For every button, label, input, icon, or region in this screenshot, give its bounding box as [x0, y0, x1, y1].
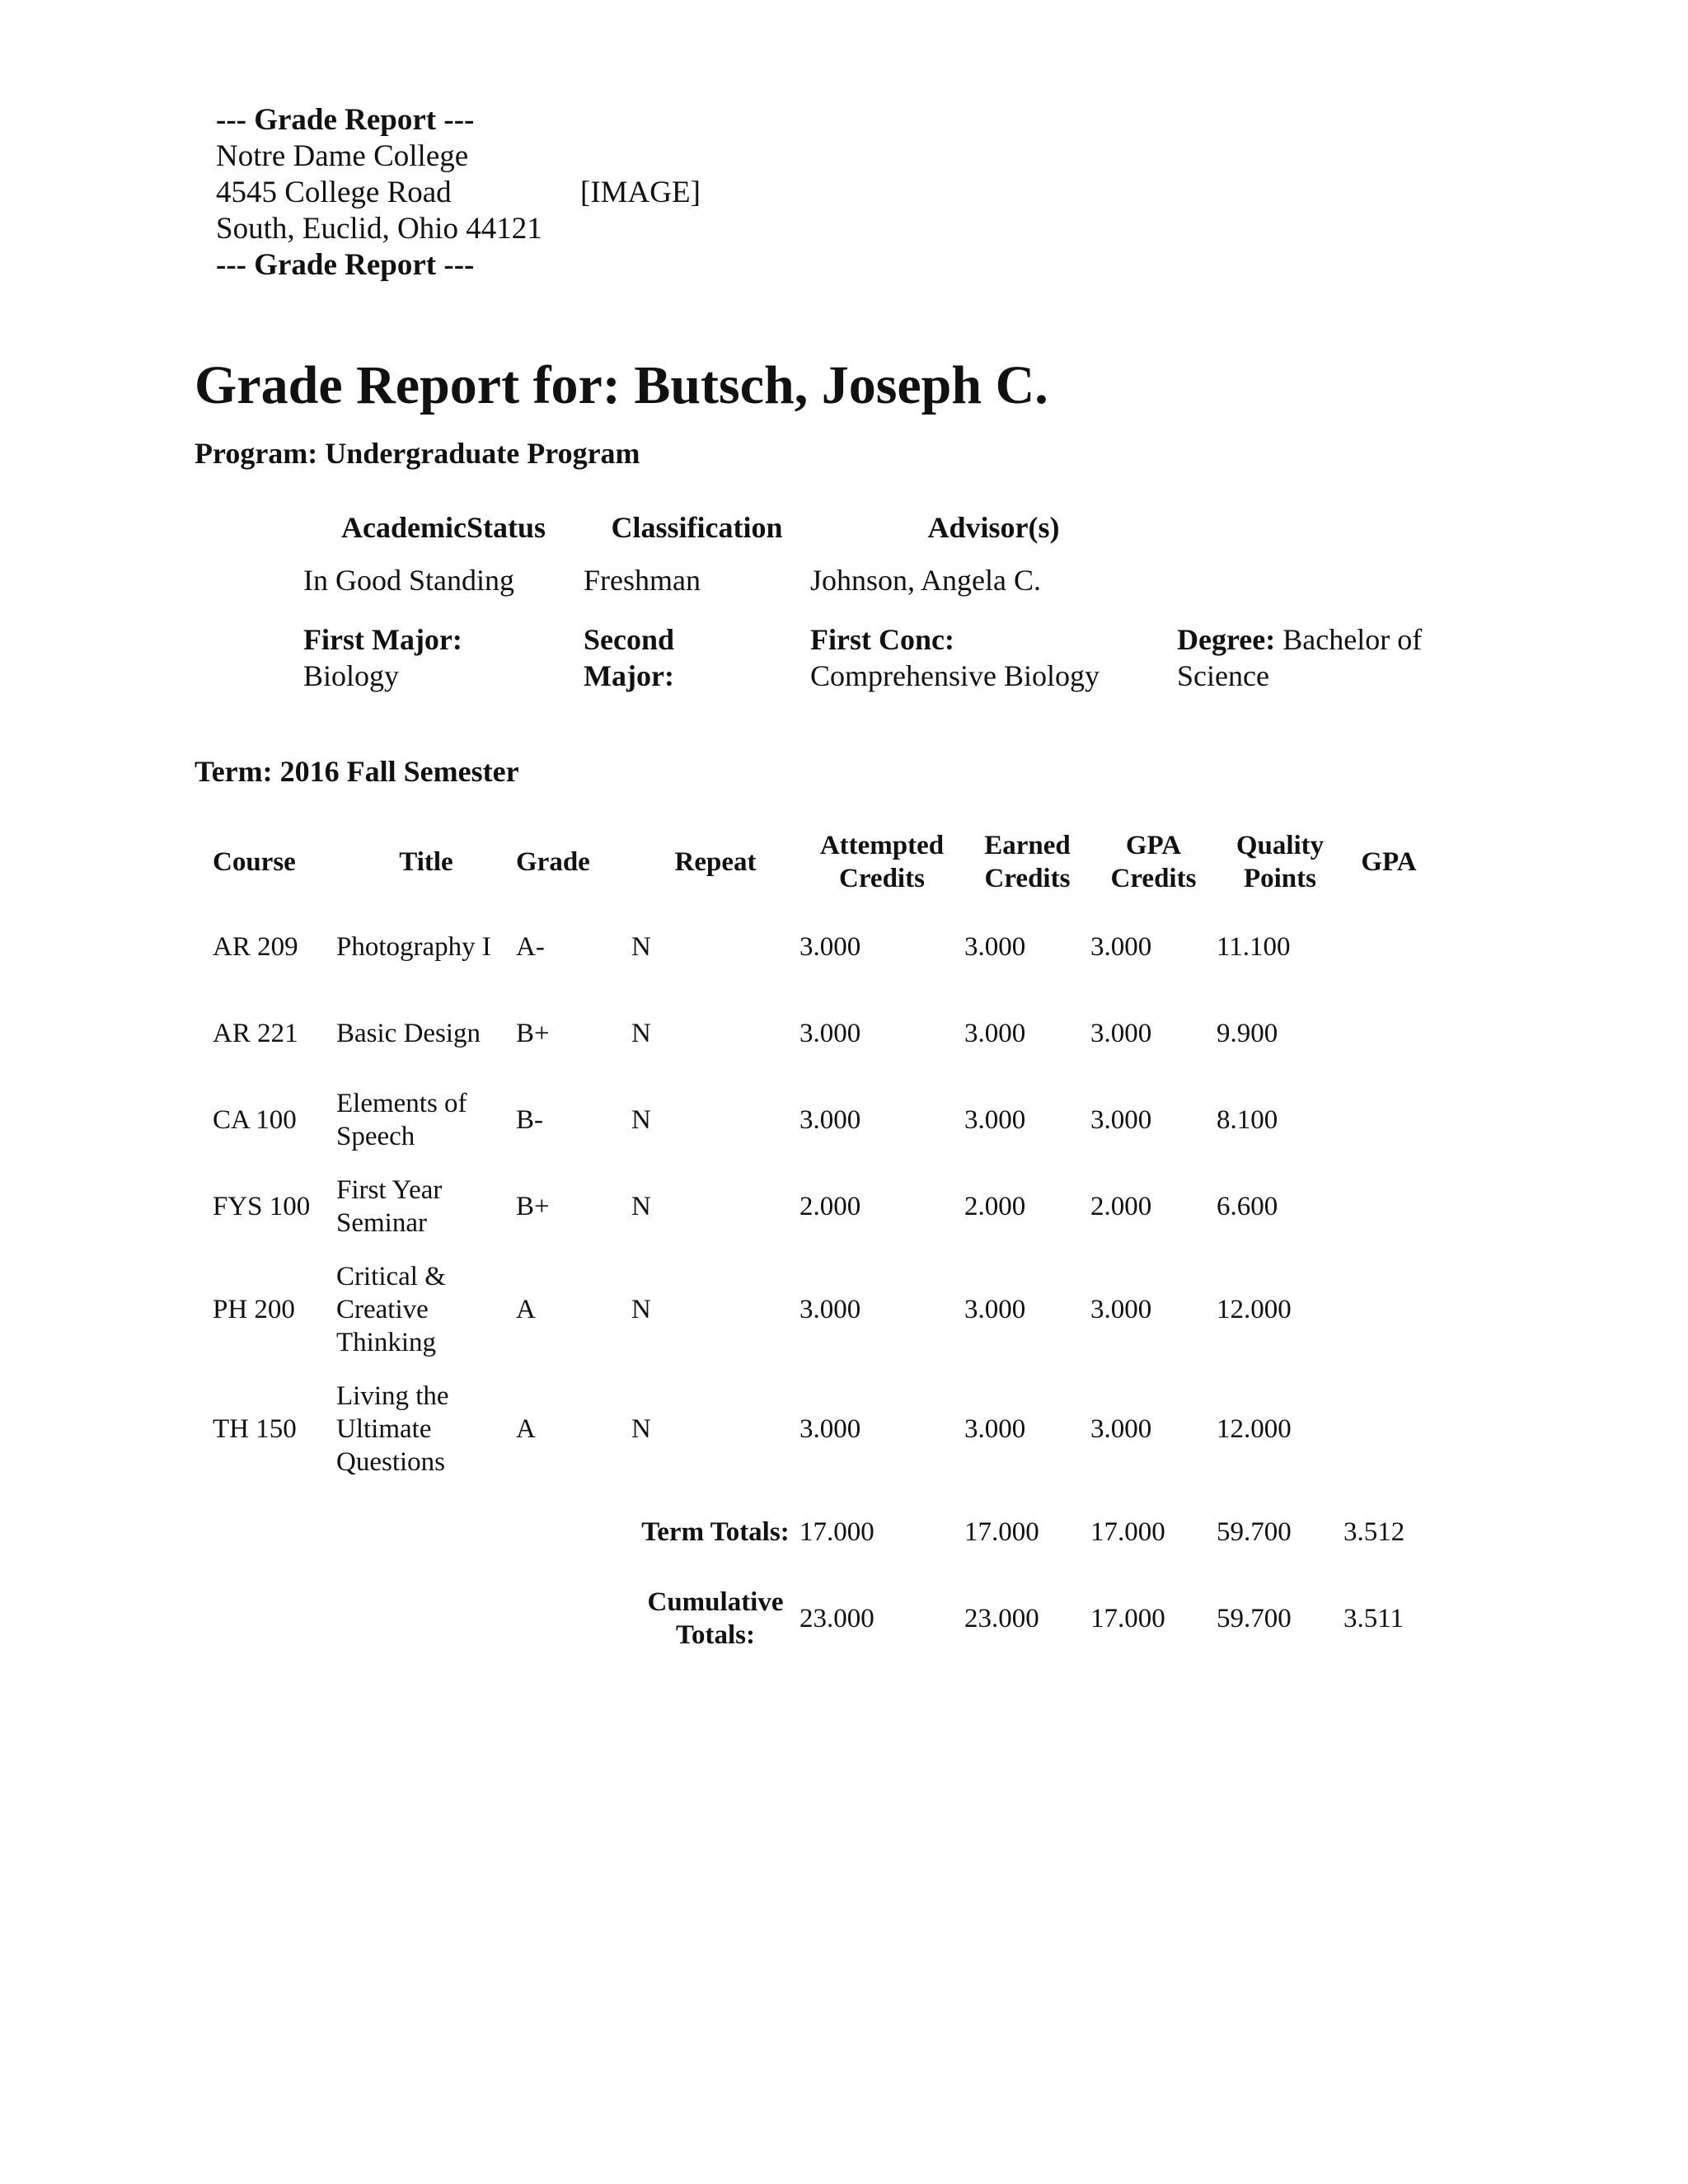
course-gpa	[1343, 990, 1434, 1076]
college-header	[216, 102, 842, 284]
course-code: AR 209	[213, 931, 298, 962]
earned-credits: 3.000	[964, 931, 1026, 962]
term-attempted-credits: 17.000	[799, 1516, 874, 1547]
academic-status-header: AcademicStatus	[341, 511, 546, 544]
quality-points: 12.000	[1217, 1294, 1292, 1324]
cumulative-totals-row	[213, 1575, 1434, 1661]
cumulative-gpa-credits: 17.000	[1090, 1603, 1165, 1633]
address-line-2: South, Euclid, Ohio 44121	[216, 212, 542, 246]
course-repeat: N	[631, 1191, 651, 1221]
spacer-cell	[516, 1575, 631, 1661]
gpa-credits: 3.000	[1090, 1413, 1152, 1444]
earned-credits: 3.000	[964, 1104, 1026, 1135]
course-grade: B+	[516, 1191, 550, 1221]
advisors-header: Advisor(s)	[927, 511, 1060, 544]
attempted-credits: 3.000	[799, 1104, 861, 1135]
college-logo-placeholder: [IMAGE]	[580, 176, 701, 209]
course-repeat: N	[631, 1413, 651, 1444]
table-row	[213, 1163, 1434, 1249]
quality-points: 8.100	[1217, 1104, 1278, 1135]
earned-credits: 3.000	[964, 1018, 1026, 1048]
header-banner-top: --- Grade Report ---	[216, 103, 475, 137]
course-grade: A	[516, 1413, 536, 1444]
quality-points: 6.600	[1217, 1191, 1278, 1221]
cumulative-earned-credits: 23.000	[964, 1603, 1039, 1633]
school-name: Notre Dame College	[216, 139, 469, 173]
column-header-course: Course	[213, 847, 296, 877]
term-quality-points: 59.700	[1217, 1516, 1292, 1547]
first-conc-value: Comprehensive Biology	[810, 659, 1100, 692]
column-header-title: Title	[399, 847, 453, 877]
spacer-cell	[213, 1488, 336, 1575]
page-title: Grade Report for: Butsch, Joseph C.	[195, 355, 1048, 415]
term-label: Term: 2016 Fall Semester	[195, 755, 519, 788]
course-gpa	[1343, 1076, 1434, 1163]
empty-header	[1177, 509, 1424, 562]
course-gpa	[1343, 1369, 1434, 1488]
course-code: FYS 100	[213, 1191, 311, 1221]
table-row	[213, 1076, 1434, 1163]
quality-points: 11.100	[1217, 931, 1291, 962]
spacer-cell	[516, 1488, 631, 1575]
course-grade: A	[516, 1294, 536, 1324]
table-row	[213, 1369, 1434, 1488]
course-code: CA 100	[213, 1104, 297, 1135]
column-header-quality-points: Quality Points	[1236, 831, 1325, 893]
course-title: Elements of Speech	[336, 1088, 467, 1151]
course-title: Living the Ultimate Questions	[336, 1380, 449, 1477]
courses-table	[213, 821, 1434, 1661]
gpa-credits: 3.000	[1090, 1294, 1152, 1324]
course-title: Basic Design	[336, 1018, 481, 1048]
earned-credits: 3.000	[964, 1294, 1026, 1324]
term-totals-label: Term Totals:	[641, 1516, 790, 1547]
first-conc-cell	[810, 621, 1177, 694]
first-major-label: First Major:	[303, 623, 462, 656]
earned-credits: 3.000	[964, 1413, 1026, 1444]
table-row	[213, 990, 1434, 1076]
cumulative-attempted-credits: 23.000	[799, 1603, 874, 1633]
attempted-credits: 3.000	[799, 931, 861, 962]
address-line-1: 4545 College Road	[216, 176, 452, 209]
first-major-cell	[303, 621, 584, 694]
spacer-cell	[336, 1488, 516, 1575]
attempted-credits: 3.000	[799, 1294, 861, 1324]
academic-status-value: In Good Standing	[303, 564, 514, 597]
column-header-gpa: GPA	[1361, 847, 1417, 877]
header-banner-bottom: --- Grade Report ---	[216, 248, 475, 282]
course-gpa	[1343, 1249, 1434, 1369]
earned-credits: 2.000	[964, 1191, 1026, 1221]
course-code: AR 221	[213, 1018, 298, 1048]
degree-value: Bachelor of Science	[1177, 623, 1423, 692]
column-header-attempted-credits: Attempted Credits	[819, 831, 945, 893]
term-earned-credits: 17.000	[964, 1516, 1039, 1547]
cumulative-quality-points: 59.700	[1217, 1603, 1292, 1633]
attempted-credits: 2.000	[799, 1191, 861, 1221]
classification-value: Freshman	[584, 564, 701, 597]
course-title: First Year Seminar	[336, 1174, 443, 1238]
course-repeat: N	[631, 1294, 651, 1324]
attempted-credits: 3.000	[799, 1413, 861, 1444]
term-totals-row	[213, 1488, 1434, 1575]
course-gpa	[1343, 1163, 1434, 1249]
table-row	[213, 1249, 1434, 1369]
course-grade: B+	[516, 1018, 550, 1048]
cumulative-totals-label: Cumulative Totals:	[647, 1586, 784, 1650]
degree-label: Degree:	[1177, 623, 1276, 656]
course-title: Critical & Creative Thinking	[336, 1261, 446, 1357]
column-header-earned-credits: Earned Credits	[984, 831, 1071, 893]
empty-value	[1177, 562, 1424, 621]
second-major-label: Second Major:	[584, 623, 675, 692]
course-code: PH 200	[213, 1294, 295, 1324]
second-major-cell	[584, 621, 810, 694]
course-grade: A-	[516, 931, 545, 962]
gpa-credits: 3.000	[1090, 931, 1152, 962]
course-repeat: N	[631, 1104, 651, 1135]
gpa-credits: 2.000	[1090, 1191, 1152, 1221]
table-row	[213, 903, 1434, 990]
gpa-credits: 3.000	[1090, 1104, 1152, 1135]
degree-cell	[1177, 621, 1424, 694]
cumulative-gpa: 3.511	[1343, 1603, 1404, 1633]
advisors-value: Johnson, Angela C.	[810, 564, 1042, 597]
course-title: Photography I	[336, 931, 491, 962]
term-gpa: 3.512	[1343, 1516, 1405, 1547]
first-conc-label: First Conc:	[810, 623, 954, 656]
column-header-repeat: Repeat	[674, 847, 757, 877]
column-header-gpa-credits: GPA Credits	[1110, 831, 1197, 893]
spacer-cell	[336, 1575, 516, 1661]
classification-header: Classification	[611, 511, 783, 544]
spacer-cell	[213, 1575, 336, 1661]
course-repeat: N	[631, 931, 651, 962]
course-gpa	[1343, 903, 1434, 990]
first-major-value: Biology	[303, 659, 400, 692]
course-repeat: N	[631, 1018, 651, 1048]
gpa-credits: 3.000	[1090, 1018, 1152, 1048]
column-header-grade: Grade	[516, 847, 590, 877]
term-gpa-credits: 17.000	[1090, 1516, 1165, 1547]
course-grade: B-	[516, 1104, 543, 1135]
program-label: Program: Undergraduate Program	[195, 437, 640, 470]
course-code: TH 150	[213, 1413, 297, 1444]
student-info-table	[303, 509, 1424, 694]
quality-points: 9.900	[1217, 1018, 1278, 1048]
quality-points: 12.000	[1217, 1413, 1292, 1444]
attempted-credits: 3.000	[799, 1018, 861, 1048]
